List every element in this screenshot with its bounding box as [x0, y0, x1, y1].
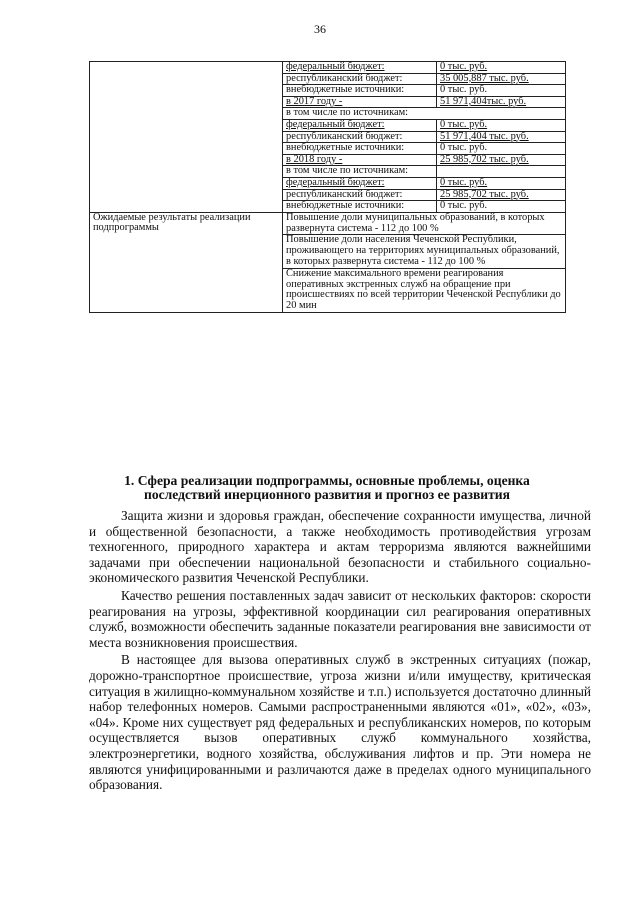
expected-result-item: Повышение доли населения Чеченской Республики, проживающего на территориях муниципальных образований, в которых развернута система - 112 до 100 %	[283, 235, 566, 268]
funding-label: внебюджетные источники:	[283, 143, 437, 155]
funding-value: 0 тыс. руб.	[437, 143, 566, 155]
funding-label: республиканский бюджет:	[283, 131, 437, 143]
funding-label: в том числе по источникам:	[283, 108, 566, 120]
funding-value: 25 985,702 тыс. руб.	[437, 154, 566, 166]
funding-label: федеральный бюджет:	[283, 177, 437, 189]
funding-label: республиканский бюджет:	[283, 189, 437, 201]
funding-label: республиканский бюджет:	[283, 73, 437, 85]
funding-label: в 2018 году -	[283, 154, 437, 166]
expected-result-item: Снижение максимального времени реагирования оперативных экстренных служб на обращение при происшествиях по всей территории Чеченской Республики до 20 мин	[283, 268, 566, 312]
paragraph: Защита жизни и здоровья граждан, обеспечение сохранности имущества, личной и общественной безопасности, а также необходимость противодействия угрозам техногенного, природного характера и актам терроризма являются важнейшими задачами при обеспечении национальной безопасности и стабильного социально-экономического развития Чеченской Республики.	[89, 508, 591, 586]
funding-value: 35 005,887 тыс. руб.	[437, 73, 566, 85]
funding-label: федеральный бюджет:	[283, 62, 437, 74]
funding-value: 0 тыс. руб.	[437, 62, 566, 74]
table-row	[90, 62, 566, 74]
funding-label: в 2017 году -	[283, 96, 437, 108]
table-row	[90, 212, 566, 235]
funding-value: 0 тыс. руб.	[437, 201, 566, 213]
section-title: 1. Сфера реализации подпрограммы, основные проблемы, оценка последствий инерционного развития и прогноз ее развития	[124, 473, 530, 502]
expected-results-label: Ожидаемые результаты реализации подпрограммы	[90, 212, 283, 312]
funding-value	[437, 166, 566, 178]
page-number: 36	[314, 22, 326, 36]
expected-result-item: Повышение доли муниципальных образований, в которых развернута система - 112 до 100 %	[283, 212, 566, 235]
funding-value: 51 971,404 тыс. руб.	[437, 131, 566, 143]
funding-table	[89, 61, 566, 313]
empty-label-cell	[90, 62, 283, 213]
funding-label: в том числе по источникам:	[283, 166, 437, 178]
funding-label: федеральный бюджет:	[283, 119, 437, 131]
funding-value: 25 985,702 тыс. руб.	[437, 189, 566, 201]
funding-value: 0 тыс. руб.	[437, 85, 566, 97]
funding-label: внебюджетные источники:	[283, 85, 437, 97]
body-text	[89, 508, 591, 793]
funding-value: 0 тыс. руб.	[437, 177, 566, 189]
funding-value: 51 971,404тыс. руб.	[437, 96, 566, 108]
funding-label: внебюджетные источники:	[283, 201, 437, 213]
paragraph: В настоящее для вызова оперативных служб в экстренных ситуациях (пожар, дорожно-транспортное происшествие, угроза жизни и/или имуществу, критическая ситуация в жилищно-коммунальном хозяйстве и т.п.) используется достаточно длинный набор телефонных номеров. Самыми распространенными являются «01», «02», «03», «04». Кроме них существует ряд федеральных и республиканских номеров, по которым осуществляется вызов оперативных служб коммунального хозяйства, электроэнергетики, водного хозяйства, обслуживания лифтов и пр. Эти номера не являются унифицированными и различаются даже в пределах одного муниципального образования.	[89, 652, 591, 793]
paragraph: Качество решения поставленных задач зависит от нескольких факторов: скорости реагирования на угрозы, эффективной координации сил реагирования оперативных служб, возможности обеспечить заданные показатели реагирования вне зависимости от места возникновения происшествия.	[89, 587, 591, 650]
funding-value: 0 тыс. руб.	[437, 119, 566, 131]
